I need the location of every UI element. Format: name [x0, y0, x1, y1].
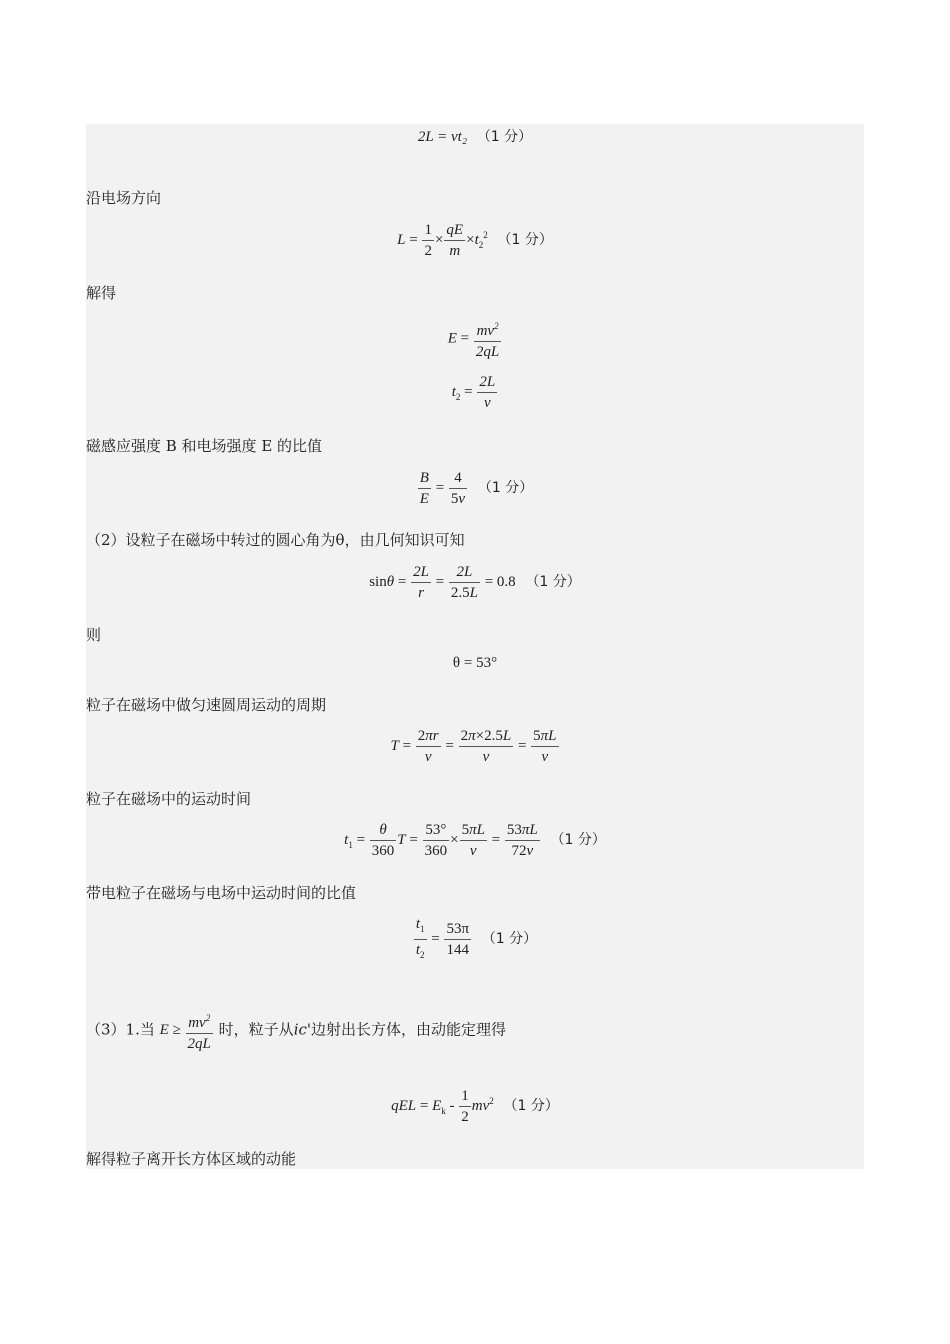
equation-E: E = $\frac{mv^2}{2qL}$: [86, 316, 864, 362]
score-label: （1 分）: [503, 1097, 559, 1114]
score-label: （1 分）: [481, 930, 538, 947]
equation-text: 2L = vt₂: [417, 129, 468, 145]
text-along-field: 沿电场方向: [86, 189, 162, 207]
equation-t1: $t_1$ = $\frac{\theta}{360}$ T = $\frac{53^\circ}{360}$ × $\frac{5\pi L}{v}$ = $\frac{53\pi L}{72v}$ （1 分）: [344, 822, 606, 859]
equation-text: θ = 53°: [452, 655, 498, 671]
text-time-in-field: 粒子在磁场中的运动时间: [86, 790, 252, 808]
score-label: （1 分）: [497, 231, 553, 248]
score-label: （1 分）: [550, 831, 606, 848]
score-label: （1 分）: [525, 573, 581, 590]
equation-energy: qEL = $E_k$ - $\frac{1}{2}$ $mv^2$ （1 分）: [391, 1088, 559, 1125]
equation-period: T = $\frac{2\pi r}{v}$ = $\frac{2\pi\times 2.5L}{v}$ = $\frac{5\pi L}{v}$: [390, 728, 557, 765]
text-time-ratio: 带电粒子在磁场与电场中运动时间的比值: [86, 884, 357, 902]
score-label: （1 分）: [477, 479, 534, 496]
equation-sin-theta: sinθ = $\frac{2L}{r}$ = $\frac{2L}{2.5L}$ = 0.8 （1 分）: [369, 564, 581, 601]
equation-2L-vt2: [86, 126, 864, 146]
equation-B-over-E: $\frac{B}{E}$ = $\frac{4}{5v}$ （1 分）: [419, 470, 534, 507]
text-then: 则: [86, 626, 102, 644]
text-part3: （3）1.当 E ≥ $\frac{mv^2}{2qL}$ 时，粒子从ic'边射出长方体，由动能定理得: [86, 1008, 506, 1054]
equation-time-ratio: $\frac{t_1}{t_2}$ = $\frac{53\pi}{144}$ （1 分）: [415, 916, 538, 960]
text-ratio-BE: 磁感应强度 B 和电场强度 E 的比值: [86, 437, 323, 455]
score-label: （1 分）: [476, 129, 533, 145]
text-part2: （2）设粒子在磁场中转过的圆心角为θ，由几何知识可知: [86, 531, 465, 549]
equation-L: L = $\frac{1}{2}$ × $\frac{qE}{m}$ $\times t_2^2$ （1 分）: [397, 222, 553, 259]
text-final: 解得粒子离开长方体区域的动能: [86, 1150, 297, 1168]
equation-t2: $t_2$ = $\frac{2L}{v}$: [451, 374, 496, 411]
text-solve: 解得: [86, 284, 117, 302]
equation-theta: [86, 655, 864, 672]
text-period: 粒子在磁场中做匀速圆周运动的周期: [86, 696, 327, 714]
